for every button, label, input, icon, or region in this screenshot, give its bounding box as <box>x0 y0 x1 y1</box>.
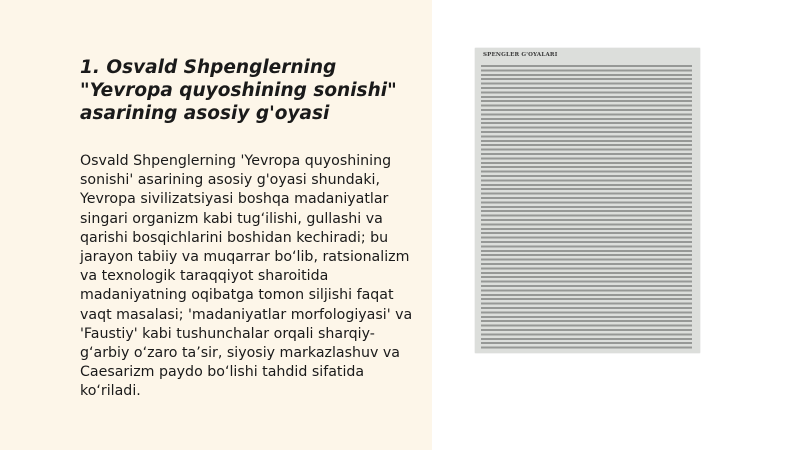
slide-title: 1. Osvald Shpenglerning "Yevropa quyoshining sonishi" asarining asosiy g'oyasi <box>80 57 397 124</box>
slide-body-text: Osvald Shpenglerning 'Yevropa quyoshining sonishi' asarining asosiy g'oyasi shundaki, Yevropa sivilizatsiyasi boshqa madaniyatlar singari organizm kabi tug‘ilishi, gullashi va qarishi bosqichlarini boshidan kechiradi; bu jarayon tabiiy va muqarrar bo‘lib, ratsionalizm va texnologik taraqqiyot sharoitida madaniyatning oqibatga tomon siljishi faqat vaqt masalasi; 'madaniyatlar morfologiyasi' va 'Faustiy' kabi tushunchalar orqali sharqiy-g‘arbiy o‘zaro ta’sir, siyosiy markazlashuv va Caesarizm paydo bo‘lishi tahdid sifatida ko‘riladi. <box>80 153 413 400</box>
scanned-page-image <box>475 48 700 353</box>
scanned-page-heading: SPENGLER G'OYALARI <box>483 52 558 58</box>
scanned-page-text-lines <box>481 65 692 349</box>
